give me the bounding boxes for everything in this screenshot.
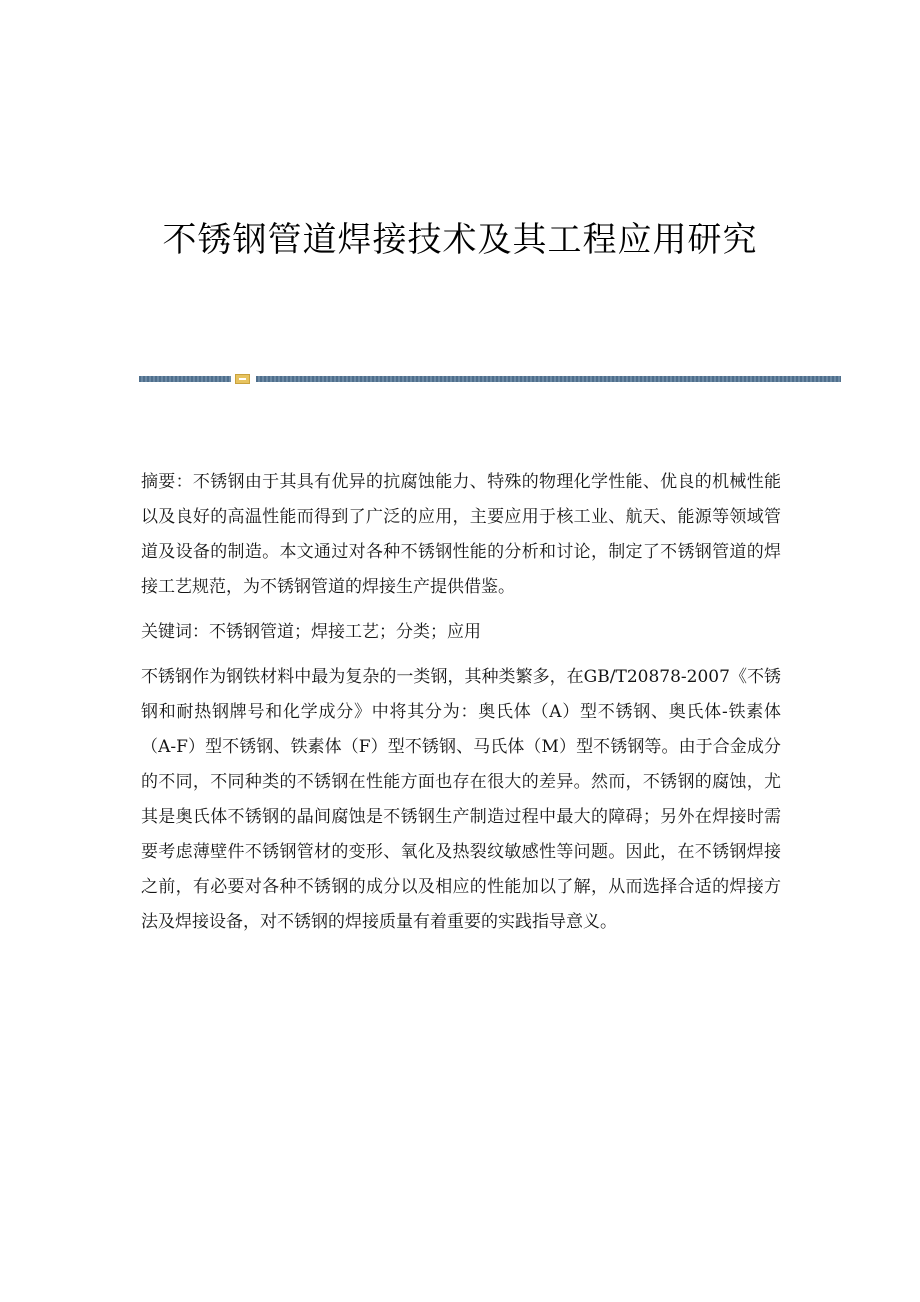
divider-emblem-icon [235, 374, 250, 384]
document-title: 不锈钢管道焊接技术及其工程应用研究 [162, 220, 758, 260]
body-paragraph: 不锈钢作为钢铁材料中最为复杂的一类钢，其种类繁多，在GB/T20878-2007《不锈钢和耐热钢牌号和化学成分》中将其分为：奥氏体（A）型不锈钢、奥氏体-铁素体（A-F）型不锈钢、铁素体（F）型不锈钢、马氏体（M）型不锈钢等。由于合金成分的不同，不同种类的不锈钢在性能方面也存在很大的差异。然而，不锈钢的腐蚀，尤其是奥氏体不锈钢的晶间腐蚀是不锈钢生产制造过程中最大的障碍；另外在焊接时需要考虑薄壁件不锈钢管材的变形、氧化及热裂纹敏感性等问题。因此，在不锈钢焊接之前，有必要对各种不锈钢的成分以及相应的性能加以了解，从而选择合适的焊接方法及焊接设备，对不锈钢的焊接质量有着重要的实践指导意义。 [141, 667, 781, 932]
keywords-line: 关键词：不锈钢管道；焊接工艺；分类；应用 [141, 622, 481, 642]
document-body [141, 465, 781, 950]
divider-bar-right [256, 376, 841, 382]
abstract-paragraph: 摘要：不锈钢由于其具有优异的抗腐蚀能力、特殊的物理化学性能、优良的机械性能以及良好的高温性能而得到了广泛的应用，主要应用于核工业、航天、能源等领域管道及设备的制造。本文通过对各种不锈钢性能的分析和讨论，制定了不锈钢管道的焊接工艺规范，为不锈钢管道的焊接生产提供借鉴。 [141, 472, 781, 597]
title-divider [139, 374, 841, 384]
divider-bar-left [139, 376, 231, 382]
